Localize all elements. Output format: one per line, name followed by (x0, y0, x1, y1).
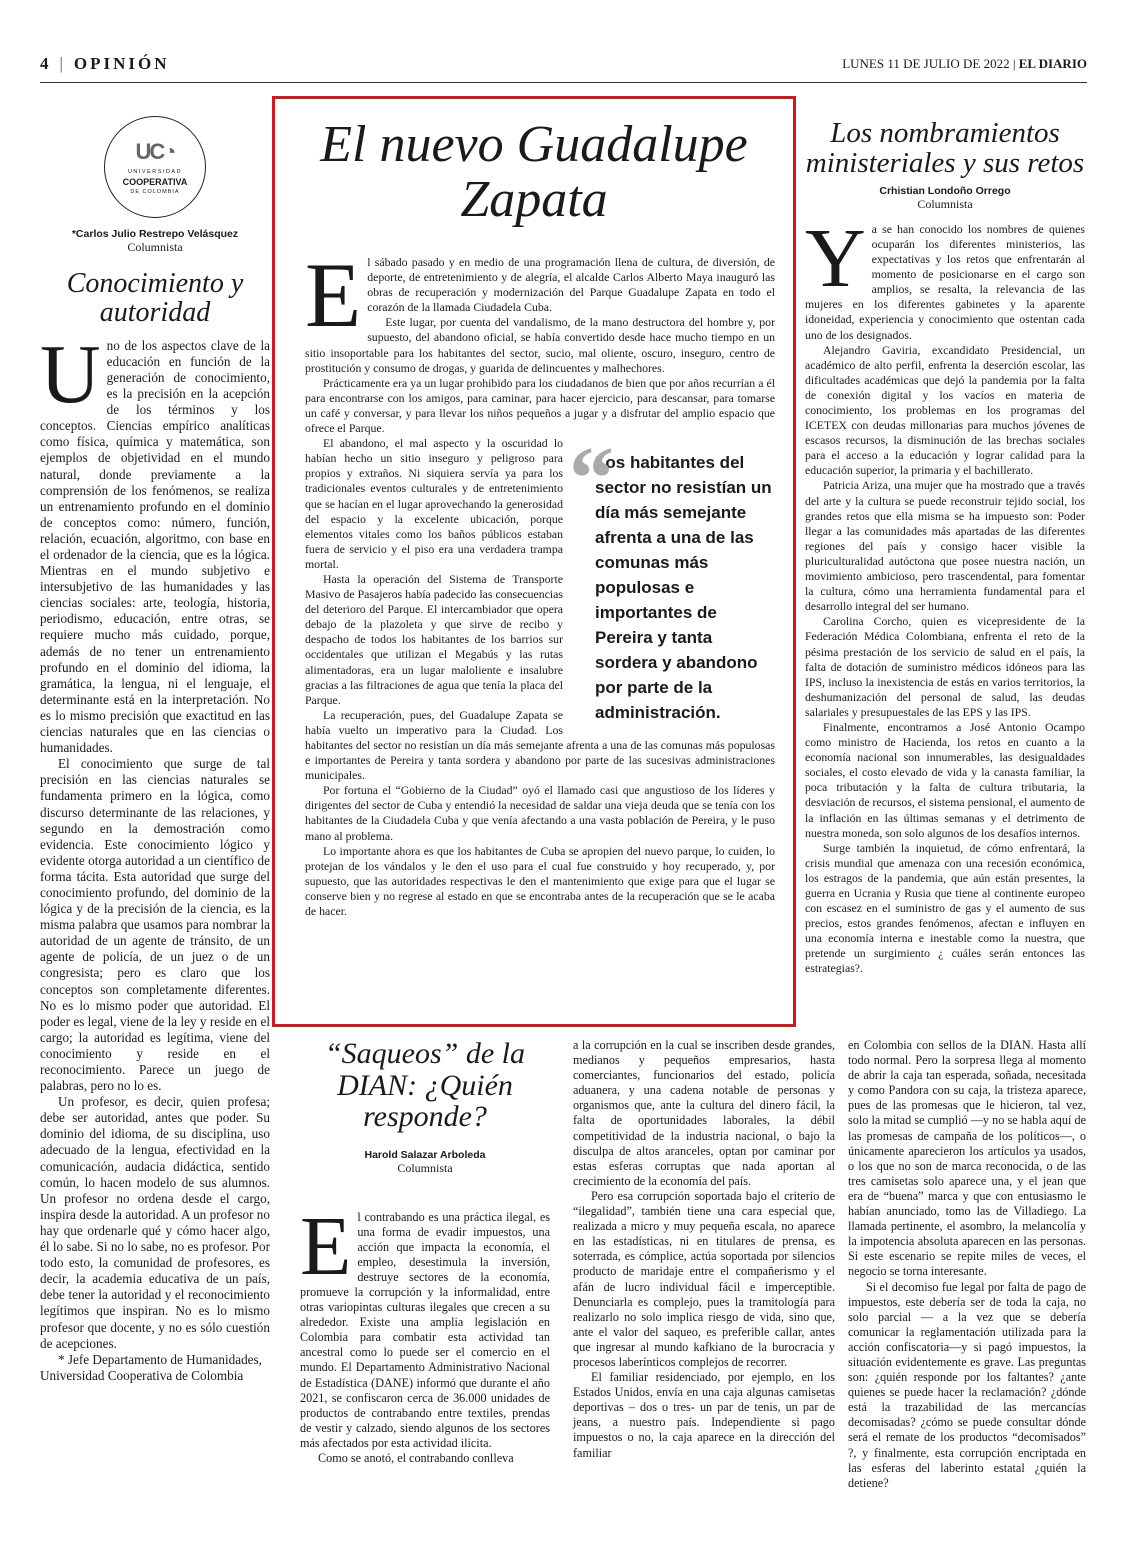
left-author: *Carlos Julio Restrepo Velásquez (71, 228, 239, 240)
quote-mark-icon: “ (569, 429, 614, 529)
right-para: a se han conocido los nombres de quienes ocuparán los diferentes ministerios, las expectativas y los retos que enfrentarán al momento de posicionarse en el cargo son amplios, se resalta, la relevancia de las mujeres en los diferentes gabinetes y la aparente idoneidad, experiencia y conocimiento que ostentan cada uno de los designados. (805, 221, 1085, 342)
header-rule (40, 82, 1087, 83)
left-para: Un profesor, es decir, quien profesa; debe ser autoridad, antes que poder. Su dominio del idioma, de su disciplina, uso adecuado de la lengua, efectividad en la comunicación, audacia didáctica, sentido común, lo hacen modelo de sus alumnos. Un profesor no ordena desde el cargo, inspira desde la autoridad. A un profesor no hay que ordenarle qué y cómo hacer algo, él lo sabe. Si no lo sabe, no es profesor. Por todo esto, la comunidad de profesores, es decir, la academia educativa de un país, debe tener la autoridad y el reconocimiento legítimos que inspiran. No es lo mismo profesor que docente, y no es sólo cuestión de acepciones. (40, 1094, 270, 1351)
right-body (805, 211, 1085, 977)
right-para: Carolina Corcho, quien es vicepresidente de la Federación Médica Colombiana, enfrenta el reto de la pésima prestación de los servicio de salud en el país, la falta de dotación de suministro médicos idóneos para las IPS, incluso la inexistencia de estás en varios territorios, la deshumanización del personal de salud, las deudas salariales y presupuestales de las EPS y las IPS. (805, 614, 1085, 719)
right-author: Crhistian Londoño Orrego (879, 184, 1011, 197)
bottom-author-role: Columnista (397, 1160, 453, 1175)
bottom-para: Pero esa corrupción soportada bajo el criterio de “ilegalidad”, también tiene una cara especial que, realizada a micro y muy pequeña escala, no aparece en las estadísticas, ni en titulares de prensa, es soterrada, es cómplice, actúa soportada por silencios producto de maridaje entre el compañerismo y el afán de lucro individual fácil e imperceptible. Denunciarla es complejo, pues la tramitología para realizarlo no solo implica riesgo de vida, sino que, ante el valor del saqueo, es preferible callar, antes que ingresar al mundo kafkiano de la burocracia y procesos laberínticos complejos de recorrer. (573, 1188, 835, 1369)
main-body (305, 244, 775, 919)
bottom-headline: “Saqueos” de la DIAN: ¿Quién responde? (324, 1037, 525, 1133)
section-name: OPINIÓN (73, 54, 170, 73)
bottom-para: Como se anotó, el contrabando conlleva (318, 1451, 514, 1465)
bottom-article-col-3 (848, 1038, 1086, 1491)
bottom-para: l contrabando es una práctica ilegal, es una forma de evadir impuestos, una acción que impacta la economía, el empleo, desestimula la inversión, destruye sectores de la economía, promueve la corrupción y la informalidad, entre otras variopintas culturas ilegales que crecen a su alrededor. Existe una amplia legislación en Colombia para combatir esta actividad tan ancestral como lo puede ser el comercio en el mundo. El Departamento Administrativo Nacional de Estadística (DANE) informó que durante el año 2021, se confiscaron cerca de 36.000 unidades de productos de contrabando entre textiles, prendas de vestir y calzado, siendo algunos de los sectores más afectados por esta actividad ilícita. (300, 1209, 550, 1450)
issue-date: LUNES 11 DE JULIO DE 2022 (842, 56, 1010, 71)
main-para: La recuperación, pues, del Guadalupe Zapata se había vuelto un imperativo para la Ciudad. Los habitantes del sector no resistían un día más semejante afrenta a una de las comunas más populosas e importantes de Pereira y tanta sordera y abandono por parte de las sucesivas administraciones municipales. (305, 707, 775, 783)
pull-quote-text: Los habitantes del sector no resistían un día más semejante afrenta a una de las comunas más populosas e importantes de Pereira y tanta sordera y abandono por parte de la administración. (595, 453, 772, 723)
left-body (40, 327, 270, 1384)
logo-line-3: DE COLOMBIA (130, 189, 180, 195)
bottom-dropcap: E (300, 1199, 352, 1293)
pull-quote (569, 429, 775, 725)
main-para: Este lugar, por cuenta del vandalismo, de la mano destructora del hombre y, por supuesto, del abandono oficial, se había convertido desde hace mucho tiempo en un sitio insoportable para los habitantes del sector, sucio, mal oliente, oscuro, inseguro, centro de prostitución y consumo de drogas, y guarida de delincuentes y malhechores. (305, 315, 775, 375)
bottom-para: a la corrupción en la cual se inscriben desde grandes, medianos y pequeños empresarios, hasta comerciantes, funcionarios del estado, policía aduanera, y una cadena notable de personas y organismos que, ante la cultura del dinero fácil, la falta de oportunidades laborales, la débil competitividad de la industria nacional, o bajo la disculpa de altos aranceles, optan por caminar por estas esferas corruptas que nada aportan al crecimiento de la economía del país. (573, 1038, 835, 1188)
bottom-body-1 (300, 1199, 550, 1467)
left-para: El conocimiento que surge de tal precisión en las ciencias naturales se fundamenta primero en la lógica, como discurso determinante de las relaciones, y segundo en la demostración como evidencia. Este conocimiento lógico y evidente otorga autoridad a un científico de forma tácita. Esta autoridad que surge del conocimiento profundo, del dominio de la lógica y de la precisión de la ciencia, es la misma palabra que usamos para nombrar la autoridad de un agente de tránsito, de un agente de policía, de un juez o de un congresista; pero es claro que los conceptos son completamente diferentes. No es lo mismo poder que autoridad. El poder es legal, viene de la ley y reside en el cargo; la autoridad es legítima, viene del conocimiento y reside en el reconocimiento. Parece un juego de palabras, pero no lo es. (40, 756, 270, 1094)
logo-line-1: UNIVERSIDAD (127, 169, 183, 175)
bottom-para: El familiar residenciado, por ejemplo, en los Estados Unidos, envía en una caja algunas camisetas deportivas – dos o tres- un par de tenis, un par de jeans, a nuestro país. Independiente si pago impuestos o no, la caja aparece en la dirección del familiar (573, 1370, 835, 1460)
bottom-article-col-2 (573, 1038, 835, 1461)
left-para: no de los aspectos clave de la educación en función de la generación de conocimiento, es la precisión en la acepción de los términos y los conceptos. Ciencias empírico analíticas como física, química y matemática, son ejemplos de objetividad en el mundo natural, donde previamente a la comprensión de los fenómenos, se realiza un entrenamiento profundo en el dominio de conceptos como: número, función, relación, ecuación, algoritmo, con base en el ordenador de la ciencia, que es la lógica. Mientras en el mundo subjetivo e intersubjetivo de las humanidades y las ciencias sociales: arte, teología, historia, periodismo, educación, entre otras, se requiere mucho más cuidado, porque, además de no tener un entrenamiento profundo en el dominio del idioma, la gramática, la lengua, ni el lenguaje, el determinante está en la interpretación. No es lo mismo precisión que exactitud en las ciencias naturales que en las ciencias o humanidades. (40, 337, 270, 756)
right-para: Patricia Ariza, una mujer que ha mostrado que a través del arte y la cultura se puede reconstruir tejido social, los grandes retos que ella misma se ha impuesto son: Poder llegar a las comunidades más apartadas de las diferentes regiones del país y consigo hacer visible la pluriculturalidad autóctona que posee nuestra nación, un movimiento ambicioso, pero trascendental, para fomentar la cultura, cómo una herramienta fundamental para el desarrollo integral del ser humano. (805, 478, 1085, 614)
main-para: Lo importante ahora es que los habitantes de Cuba se apropien del nuevo parque, lo cuiden, lo protejan de los vándalos y le den el uso para el cual fue construido y hoy recuperado, y, por supuesto, que las autoridades respectivas le den el mantenimiento que exige para que el lugar se conserve bien y no regrese al estado en que se encontraba antes de la recuperación que se le acaba de hacer. (305, 843, 775, 919)
bottom-para: en Colombia con sellos de la DIAN. Hasta allí todo normal. Pero la sorpresa llega al momento de abrir la caja tan esperada, soñada, necesitada y como Pandora con su caja, la tristeza aparece, pues de las promesas que le hicieron, tal vez, solo la mitad se cumplió —y no se habla aquí de las promesas de campaña de los políticos—, o únicamente aparecieron los artículos ya usados, o los que no son de marca reconocida, o de las tres camisetas solo aparece una, y el jean que era de “buena” marca y que con entusiasmo le habían anunciado, tomo las de Villadiego. La llamada pertinente, el asombro, la melancolía y la impotencia absoluta aparecen en las personas. Si este escenario se repite miles de veces, el negocio se torna interesante. (848, 1038, 1086, 1279)
right-article (805, 118, 1085, 977)
bottom-article-col-1 (300, 1038, 550, 1466)
right-author-role: Columnista (917, 196, 973, 211)
university-logo (104, 116, 206, 218)
main-para: Por fortuna el “Gobierno de la Ciudad” oyó el llamado casi que angustioso de los líderes y dirigentes del sector de Cuba y entendió la necesidad de saldar una vieja deuda que se tenía con los habitantes de la Ciudadela Cuba y que venía afectando a una vasta población de Pereira, y le puso mano al problema. (305, 783, 775, 843)
bottom-para: Si el decomiso fue legal por falta de pago de impuestos, este debería ser de toda la caja, no solo parcial — a la vez que se debería comunicar la reglamentación utilizada para la acción confiscatoria—y si pagó impuestos, la situación evidentemente es grave. Las preguntas son: ¿quién responde por los faltantes? ¿ante quienes se puede hacer la reclamación? ¿dónde está la trazabilidad de las mercancías decomisadas? ¿cómo se puede consultar dónde será el remate de los productos “decomisados” ?, y finalmente, esta corrupción encriptada en las esferas del laberinto estatal ¿quién la detiene? (848, 1279, 1086, 1490)
page-folio: 4 | OPINIÓN (40, 54, 170, 73)
page-number: 4 (40, 54, 52, 73)
left-article (40, 116, 270, 1384)
dateline: LUNES 11 DE JULIO DE 2022 | EL DIARIO (842, 56, 1087, 71)
left-headline: Conocimiento y autoridad (66, 268, 244, 329)
right-para: Finalmente, encontramos a José Antonio Ocampo como ministro de Hacienda, los retos en cuanto a la economía nacional son innumerables, las desigualdades sociales, el costo elevado de vida y la canasta familiar, la poca tributación y la falta de cultura tributaria, la desviación de recursos, el sistema pensional, el aumento de la inflación en las últimas semanas y el detrimento de nuestra moneda, son solo algunos de los desafíos internos. (805, 719, 1085, 840)
right-para: Alejandro Gaviria, excandidato Presidencial, un académico de alto perfil, enfrenta la deserción escolar, las dificultades académicas que dejó la pandemia por la falta de conexión digital y los vacíos en materia de conocimiento, los problemas en los programas del ICETEX con deudas millonarias para muchos jóvenes de escasos recursos, la disminución de las brechas sociales para el acceso a la educación y lograr calidad para la educación superior, la primaria y el bachillerato. (805, 342, 1085, 478)
bottom-author: Harold Salazar Arboleda (364, 1148, 486, 1161)
logo-line-2: COOPERATIVA (122, 177, 188, 187)
main-para: Hasta la operación del Sistema de Transporte Masivo de Pasajeros había padecido las consecuencias del deterioro del Parque. El intercambiador que opera debajo de la plazoleta y que sirve de recibo y despacho de todos los habitantes de los barrios sur occidentales que utilizan el Megabús y las rutas alimentadoras, era un lugar maloliente e insalubre gracias a las filtraciones de agua que tenía la placa del Parque. (305, 571, 563, 707)
right-headline: Los nombramientos ministeriales y sus retos (805, 117, 1085, 180)
main-para: El abandono, el mal aspecto y la oscuridad lo habían hecho un sitio inseguro y peligroso para propios y extraños. Ni siquiera servía ya para los tradicionales eventos culturales y de entretenimiento que se hacían en el lugar aprovechando la generosidad del espacio y la excelente ubicación, porque elementos vitales como los baños públicos estaban fuera de servicio y el piso era una verdadera trampa mortal. (305, 436, 563, 571)
main-headline: El nuevo Guadalupe Zapata (320, 116, 748, 228)
newspaper-name: EL DIARIO (1018, 56, 1087, 71)
main-para: Prácticamente era ya un lugar prohibido para los ciudadanos de bien que por años recurrían a él para encontrarse con los amigos, para caminar, para hacer ejercicio, para descansar, para tomarse un café y conversar, y para llevar los niños pequeños a jugar y a disfrutar del amplio espacio que ofrece el Parque. (305, 375, 775, 436)
main-para: l sábado pasado y en medio de una programación llena de cultura, de diversión, de deporte, de entretenimiento y de alegría, el alcalde Carlos Alberto Maya inauguró las obras de recuperación y modernización del Parque Guadalupe Zapata en todo el corazón de la llamada Ciudadela Cuba. (367, 255, 775, 315)
right-para: Surge también la inquietud, de cómo enfrentará, la crisis mundial que amenaza con una recesión económica, los estragos de la pandemia, que aún están presentes, la guerra en Ucrania y Rusia que tiene al continente europeo con escasez en el suministro de gas y el aumento de sus precios, estos grandes fenómenos, afectan e influyen en una economía interna e inestable como la nuestra, que pretende un surgimiento ¿ cuáles serán entonces las estrategias?. (805, 840, 1085, 976)
uc-logo-icon: UC◔ (135, 139, 175, 164)
main-dropcap: E (305, 244, 362, 346)
left-dropcap: U (40, 327, 101, 421)
left-author-role: Columnista (127, 240, 183, 254)
right-dropcap: Y (805, 211, 866, 305)
left-footnote: * Jefe Departamento de Humanidades, Universidad Cooperativa de Colombia (40, 1351, 262, 1383)
